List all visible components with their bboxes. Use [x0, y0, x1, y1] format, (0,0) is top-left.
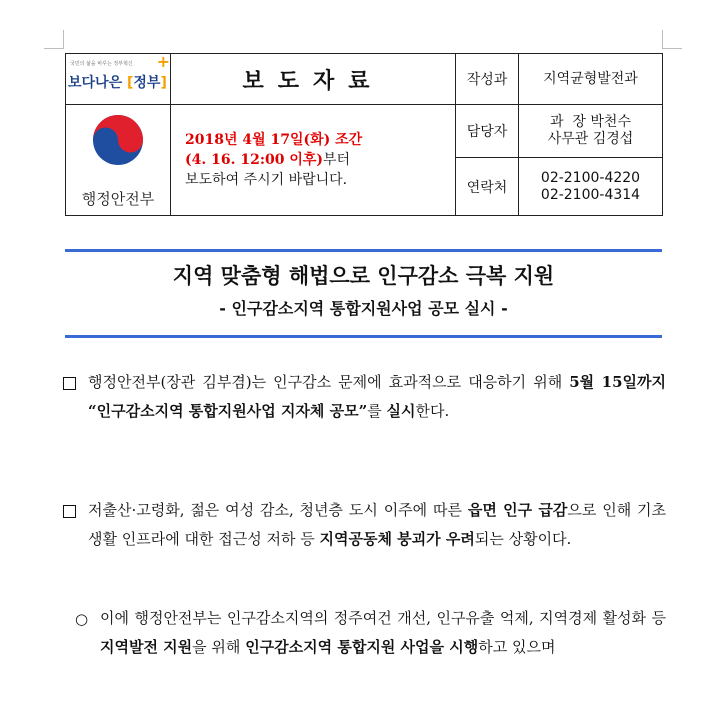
p2-text-c: 으로 인해 기초생활 인프라에 대한 접근성 저하 등 [88, 501, 667, 548]
p3-text-d: 인구감소지역 통합지원 사업을 시행 [245, 638, 479, 656]
p2-text-e: 되는 상황이다. [474, 530, 572, 548]
embargo-time: (4. 16. 12:00 이후) [185, 152, 324, 168]
logo-slogan: 국민의 삶을 바꾸는 정부혁신 [70, 61, 133, 67]
bullet-square-icon [63, 505, 76, 518]
contact-person-value [519, 105, 663, 158]
bullet-circle-icon: ○ [75, 610, 89, 628]
p1-text-c: 를 [367, 402, 387, 420]
p3-text-b: 지역발전 지원 [100, 638, 193, 656]
writer-label: 작성과 [456, 54, 519, 105]
corner-mark-right-v [662, 30, 663, 49]
p1-text-e: 한다. [415, 402, 450, 420]
p3-text-a: 이에 행정안전부는 인구감소지역의 정주여건 개선, 인구유출 억제, 지역경제 활성화 등 [100, 609, 666, 627]
headline-main: 지역 맞춤형 해법으로 인구감소 극복 지원 [172, 264, 555, 288]
corner-mark-left-h [44, 48, 64, 49]
p1-text-b: 5월 15일까지 “인구감소지역 통합지원사업 지자체 공모” [88, 373, 667, 420]
ministry-name: 행정안전부 [81, 190, 155, 208]
phone-value [519, 158, 663, 216]
headline-top-rule [65, 249, 662, 252]
logo-text-left: 보다나은 [68, 75, 123, 91]
government-logo-cell [66, 54, 171, 105]
p1-text-a: 행정안전부(장관 김부겸)는 인구감소 문제에 효과적으로 대응하기 위해 [88, 373, 570, 391]
headline-sub: - 인구감소지역 통합지원사업 공모 실시 - [219, 299, 508, 318]
corner-mark-left-v [63, 30, 64, 49]
contact-person-label: 담당자 [456, 105, 519, 158]
paragraph-2 [88, 496, 666, 554]
p2-text-a: 저출산·고령화, 젊은 여성 감소, 청년층 도시 이주에 따른 [88, 501, 468, 519]
phone-label: 연락처 [456, 158, 519, 216]
taegeuk-emblem-icon [92, 114, 144, 166]
p1-text-d: 실시 [386, 402, 416, 420]
corner-mark-right-h [662, 48, 682, 49]
writer-value: 지역균형발전과 [519, 54, 663, 105]
paragraph-3 [100, 604, 666, 662]
contact-person-officer: 사무관 김경섭 [547, 131, 634, 148]
p3-text-e: 하고 있으며 [478, 638, 556, 656]
headline-bottom-rule [65, 335, 662, 338]
embargo-request: 보도하여 주시기 바랍니다. [185, 172, 348, 188]
better-government-logo: 국민의 삶을 바꾸는 정부혁신 보다나은 [정부] + [68, 52, 170, 91]
contact-person-chief: 과 장 박천수 [550, 114, 631, 131]
embargo-notice [171, 105, 456, 216]
document-title: 보도자료 [171, 54, 456, 105]
p2-text-b: 읍면 인구 급감 [467, 501, 568, 519]
embargo-date: 2018년 4월 17일(화) 조간 [185, 132, 363, 148]
press-release-header-table [65, 53, 663, 216]
ministry-emblem-cell [66, 105, 171, 216]
paragraph-1 [88, 368, 666, 426]
logo-text-right: 정부 [133, 75, 161, 91]
logo-plus-icon: + [156, 52, 170, 71]
phone-number-1: 02-2100-4220 [540, 169, 641, 186]
bullet-square-icon [63, 377, 76, 390]
p2-text-d: 지역공동체 붕괴가 우려 [319, 530, 475, 548]
phone-number-2: 02-2100-4314 [540, 186, 641, 203]
embargo-from: 부터 [323, 152, 351, 168]
p3-text-c: 을 위해 [192, 638, 246, 656]
